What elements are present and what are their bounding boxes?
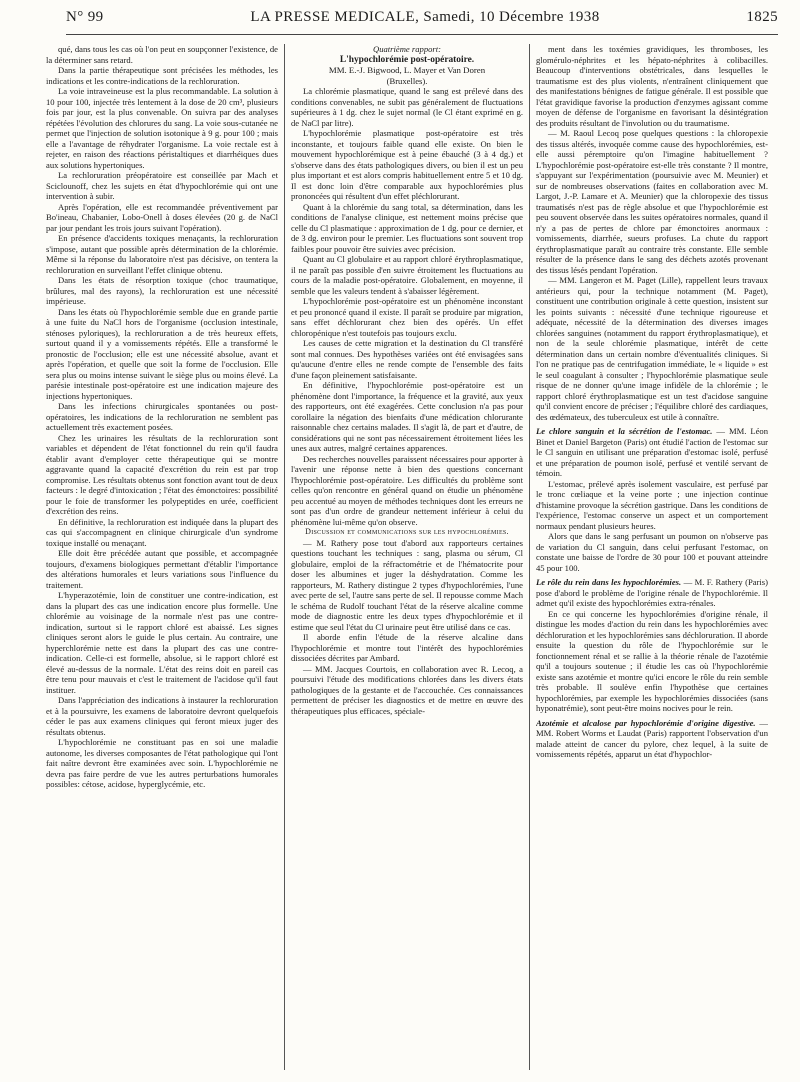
column-rule <box>529 44 530 1070</box>
paragraph: L'hypochlorémie ne constituant pas en soi une maladie autonome, les diverses composantes de l'état pathologique qui l'ont fait naître devront être examinées avec soin. L'hypochlorémie ne devra pas faire perdre de vue les autres perturbations humorales possibles: cétose, acidose, hyperglycémie, etc. <box>46 737 278 789</box>
paragraph: Alors que dans le sang perfusant un poumon on n'observe pas de variation du Cl sanguin, dans celui perfusant l'estomac, on constate une baisse de l'ordre de 30 pour 100 et pouvant atteindre 45 pour 100. <box>536 531 768 573</box>
paragraph: La rechloruration préopératoire est conseillée par Mach et Sciclounoff, chez les sujets en état d'hypochlorémie qui ont une intervention à subir. <box>46 170 278 201</box>
discussion-body <box>291 538 523 717</box>
paragraph: La chlorémie plasmatique, quand le sang est prélevé dans des conditions convenables, ne subit pas généralement de fluctuations supérieures à 1 dg. chez le sujet normal (le Cl étant exprimé en g. de NaCl par litre). <box>291 86 523 128</box>
section-title: Azotémie et alcalose par hypochlorémie d'origine digestive. <box>536 717 756 728</box>
rapport-authors: MM. E.-J. Bigwood, L. Mayer et Van Doren <box>328 65 486 75</box>
discussion-continued <box>536 44 768 422</box>
section-kidney <box>536 577 768 609</box>
section-stomach-body <box>536 479 768 574</box>
paragraph: — M. Raoul Lecoq pose quelques questions : la chloropexie des tissus altérés, invoquée comme cause des hypochlorémies, est-elle aussi péremptoire qu'on l'imagine habituellement ? L'hypochlorémie post-opératoire est-elle très constante ? Il montre, s'appuyant sur l'expérimentation (poursuivie avec M. Meunier) et sur de nombreuses observations (faites en collaboration avec M. Largot, J.-P. Lamare et A. Meunier) que la chloropexie des tissus traumatisés n'est pas de règle absolue et que l'hypochlorémie est peu souvent observée dans les suites opératoires normales, quand il n'y a pas de pertes de chlore par émonctoires anormaux : vomissements, diarrhée, sueurs profuses. La chute du rapport érythroplasmatique paraît au contraire très constante. Elle semble résulter de la présence dans le sang des déchets azotés provenant des tissus lésés pendant l'opération. <box>536 128 768 275</box>
rapport-label: Quatrième rapport: <box>372 44 442 54</box>
discussion-title: Discussion et communications sur les hypochlorémies. <box>305 527 509 536</box>
column-1 <box>46 44 278 1070</box>
section-kidney-body <box>536 609 768 714</box>
section-title: Le rôle du rein dans les hypochlorémies. <box>536 577 682 587</box>
section-lead: — MM. Léon Binet et Daniel Bargeton (Paris) ont étudié l'action de l'estomac sur le Cl sanguin en utilisant une préparation d'estomac isolé, perfusé et une préparation de poumon isolé, perfusé et ventilé servant de témoin. <box>536 426 768 478</box>
paragraph: En présence d'accidents toxiques menaçants, la rechloruration s'impose, autant que possible après détermination de la chlorémie. Même si la réponse du laboratoire n'est pas décisive, on tentera la rechloruration en surveillant l'effet clinique obtenu. <box>46 233 278 275</box>
paragraph: L'estomac, prélevé après isolement vasculaire, est perfusé par le tronc cœliaque et la veine porte ; une injection continue d'histamine provoque la sécrétion gastrique. Dans les conditions de l'expérience, l'estomac conserve un aspect et un comportement normaux pendant plusieurs heures. <box>536 478 768 531</box>
paragraph: La voie intraveineuse est la plus recommandable. La solution à 10 pour 100, injectée très lentement à la dose de 20 cm³, plusieurs fois par jour, est la plus convenable. On suivra par des analyses répétées l'évolution des chlorures du sang. La voie sous-cutanée ne permet que l'injection de solution isotonique à 9 g. pour 100 ; mais elle a l'avantage de réhydrater l'organisme. La voie rectale est à rejeter, en raison des réactions péristaltiques et diarrhéiques dues aux solutions hypertoniques. <box>46 86 278 170</box>
paragraph: Chez les urinaires les résultats de la rechloruration sont variables et dépendent de l'état fonctionnel du rein qu'il faudra établir avant d'employer cette thérapeutique qui se montre aggravante quand la capacité d'excrétion du rein est par trop compromise. Les résultats obtenus sont fonction avant tout de deux facteurs : le degré d'intoxication ; l'état des émonctoires: possibilité pour le foie de transformer les polypeptides en urée, coefficient d'excrétion des reins. <box>46 432 278 516</box>
paragraph: Dans la partie thérapeutique sont précisées les méthodes, les indications et les contre-indications de la rechloruration. <box>46 65 278 86</box>
section-stomach <box>536 426 768 479</box>
section-title: Le chlore sanguin et la sécrétion de l'estomac. <box>536 426 713 436</box>
paragraph: Quant à la chlorémie du sang total, sa détermination, dans les conditions de l'analyse clinique, est nettement moins précise que celle du Cl plasmatique : approximation de 1 dg. pour ce dernier, et de 3 dg. environ pour le premier. Les fluctuations sont souvent trop faibles pour pouvoir être suivies avec précision. <box>291 201 523 254</box>
paragraph: En définitive, l'hypochlorémie post-opératoire est un phénomène dont l'importance, la fréquence et la gravité, aux yeux des rapporteurs, ont été exagérées. Cette conclusion n'a pas pour corollaire la négation des bienfaits d'une médication chlorurante raisonnable chez certains malades. Il s'agit là, de part et d'autre, de considérations qui ne sont pas nécessairement étroitement liées les unes aux autres, malgré certaines apparences. <box>291 380 523 453</box>
column-2 <box>291 44 523 1070</box>
section-lead: — MM. Robert Worms et Laudat (Paris) rapportent l'observation d'un malade atteint de cancer du pylore, chez lequel, à la suite de vomissements répétés, apparut un état d'hypochlor- <box>536 717 768 759</box>
issue-number: N° 99 <box>66 8 104 25</box>
article-columns <box>46 44 778 1070</box>
rapport-title: L'hypochlorémie post-opératoire. <box>339 54 475 65</box>
paragraph: Dans les états où l'hypochlorémie semble due en grande partie à une fuite du NaCl hors de l'organisme (occlusion intestinale, sténoses pyloriques), la rechloruration a de très heureux effets, surtout quand il y a vomissements répétés. Elle a transformé le pronostic de l'occlusion; elle est une nécessité absolue, avant et après l'opération, et quelle que soit la forme de l'occlusion. Elle sera plus ou moins intense suivant le siège plus ou moins élevé. La parésie intestinale post-opératoire est une indication majeure des injections hypertoniques. <box>46 306 278 401</box>
page-number: 1825 <box>746 8 778 25</box>
paragraph: L'hypochlorémie post-opératoire est un phénomène inconstant et peu prononcé quand il existe. Il paraît se produire par migration, sans effet déchlorurant chez bien des opérés. Un effet chloropénique n'est toutefois pas toujours exclu. <box>291 296 523 338</box>
paragraph: L'hypochlorémie plasmatique post-opératoire est très inconstante, et toujours faible quand elle existe. On bien le mouvement hypochlorémique est à peine ébauché (3 à 4 dg.) et s'observe dans des états pathologiques divers, ou bien il est un peu plus important et est alors compris habituellement entre 5 et 10 dg. Il est donc loin d'être comparable aux hypochlorémies plus prononcées qui résultent d'un effet pléchlorurant. <box>291 128 523 201</box>
section-azotemia <box>536 718 768 760</box>
rapport-body <box>291 86 523 527</box>
paragraph: qué, dans tous les cas où l'on peut en soupçonner l'existence, de la déterminer sans retard. <box>46 44 278 65</box>
paragraph: Dans les états de résorption toxique (choc traumatique, brûlures, mal des rayons), la rechloruration est une nécessité impérieuse. <box>46 275 278 306</box>
column-3 <box>536 44 768 1070</box>
paragraph: — M. Rathery pose tout d'abord aux rapporteurs certaines questions touchant les techniques : sang, plasma ou sérum, Cl globulaire, emploi de la réfractométrie et de l'hématocrite pour doser les albumines et juger la déshydratation. Comme les rapporteurs, M. Rathery distingue 2 types d'hypochlorémies, l'une avec perte de sel, l'autre sans perte de sel. Il repousse comme Mach le schéma de Rudolf touchant l'état de la réserve alcaline comme mode de diagnostic entre les deux types d'hypochlorémie et il estime que seul l'état du Cl urinaire peut être utilisé dans ce cas. <box>291 537 523 632</box>
journal-title: LA PRESSE MEDICALE, Samedi, 10 Décembre 1938 <box>250 8 600 25</box>
paragraph: ment dans les toxémies gravidiques, les thromboses, les glomérulo-néphrites et les hépato-néphrites à colibacilles. Beaucoup d'interventions obstétricales, dans lesquelles le traumatisme est des plus violents, n'entraînent cliniquement que des manifestations bénignes de fatigue générale. Il est possible que l'état gravidique favorise la production d'enzymes agissant comme moyen de défense de l'organisme en favorisant la désintégration des produits résultant de l'involution ou du traumatisme. <box>536 44 768 128</box>
paragraph: Dans les infections chirurgicales spontanées ou post-opératoires, les indications de la rechloruration ne semblent pas actuellement très exactement posées. <box>46 401 278 432</box>
paragraph: — MM. Langeron et M. Paget (Lille), rappellent leurs travaux antérieurs qui, pour la technique notamment (M. Paget), constituent une contribution originale à cette question, insistent sur les points suivants : nécessité d'une technique rigoureuse et adéquate, nécessité de la détermination des diverses images chlorées sanguines (notamment du rapport érythroplasmatique), et non de la seule chlorémie plasmatique, intérêt de cette détermination dans un certain nombre d'éventualités cliniques. Si l'on ne pratique pas de centrifugation immédiate, le « liquide » est le seul coagulant à consulter ; l'hypochlorémie plasmatique seule risque de ne donner qu'une image infidèle de la chlorémie ; le rapport chloré érythroplasmatique est un test d'acidose sanguine qu'il convient encore de préciser ; l'équilibre chloré des cardiaques, des œdémateux, des tuberculeux est utile à connaître. <box>536 275 768 422</box>
paragraph: Il aborde enfin l'étude de la réserve alcaline dans l'hypochlorémie et montre tout l'intérêt des hypochlorémies dissociées décrites par Ambard. <box>291 632 523 663</box>
paragraph: En ce qui concerne les hypochlorémies d'origine rénale, il distingue les modes d'action du rein dans les hypochlorémies avec déchloruration et les hypochlorémies sans déchloruration. Il aborde ensuite la question du rôle de l'hypochlorémie sur le fonctionnement rénal et se rallie à la théorie rénale de l'azotémie qu'il a toujours soutenue ; il étudie les cas où l'hypochlorémie existe sans azotémie et montre qu'ici encore le rôle du rein semble très probable. Il soulève enfin l'hypothèse que certaines hypochlorémies, par exemple les hypochlorémies dissociées (sans hyponatrémie), sont peut-être moins nocives pour le rein. <box>536 608 768 713</box>
paragraph: L'hyperazotémie, loin de constituer une contre-indication, est dans la plupart des cas une indication encore plus formelle. Une chlorémie au voisinage de la normale n'est pas une contre-indication, surtout si le rapport chloré est abaissé. Les signes cliniques seront alors le guide le plus certain. Au contraire, une hyperchlorémie nette est dans la plupart des cas une contre-indication. Celle-ci est formelle, absolue, si le rapport chloré est élevé au-dessus de la normale. L'état des reins doit en pareil cas être tenu pour mauvais et c'est le traitement de l'acidose qu'il faut instituer. <box>46 590 278 695</box>
paragraph: En définitive, la rechloruration est indiquée dans la plupart des cas qui s'accompagnent en clinique chirurgicale d'un syndrome toxique installé ou menaçant. <box>46 516 278 548</box>
paragraph: Quant au Cl globulaire et au rapport chloré érythroplasmatique, il ne paraît pas possible d'en suivre étroitement les fluctuations au cours de la maladie post-opératoire. Globalement, en moyenne, il semble que les valeurs tendent à s'abaisser légèrement. <box>291 254 523 296</box>
column-rule <box>284 44 285 1070</box>
paragraph: Dans l'appréciation des indications à instaurer la rechloruration et à la poursuivre, les examens de laboratoire devront quelquefois céder le pas aux examens cliniques qui feront mieux juger des résultats obtenus. <box>46 695 278 737</box>
paragraph: Après l'opération, elle est recommandée préventivement par Bo'ineau, Chabanier, Lobo-Onell à doses élevées (20 g. de NaCl par jour pendant les trois jours suivant l'opération). <box>46 201 278 233</box>
paragraph: Elle doit être précédée autant que possible, et accompagnée toujours, d'examens biologiques permettant d'établir l'importance des altérations humorales et leurs variations sous l'influence du traitement. <box>46 548 278 590</box>
section-lead: — M. F. Rathery (Paris) pose d'abord le problème de l'origine rénale de l'hypochlorémie. Il admet qu'il existe des hypochlorémies extra-rénales. <box>536 577 768 608</box>
paragraph: — MM. Jacques Courtois, en collaboration avec R. Lecoq, a poursuivi l'étude des modifications chlorées dans les divers états pathologiques de la gestante et de l'accouchée. Ces connaissances permettent de préciser les diagnostics et de mettre en œuvre des thérapeutiques plus efficaces, spéciale- <box>291 663 523 716</box>
page-header <box>66 0 778 35</box>
rapport-city: (Bruxelles). <box>386 75 428 86</box>
paragraph: Les causes de cette migration et la destination du Cl transféré sont mal connues. Des hypothèses variées ont été envisagées sans qu'aucune d'entre elles ne rende compte de l'ensemble des faits d'une façon pleinement satisfaisante. <box>291 338 523 380</box>
paragraph: Des recherches nouvelles paraissent nécessaires pour apporter à l'avenir une réponse nette à bien des questions concernant l'hypochlorémie post-opératoire. Les difficultés du problème sont celles qu'on rencontre en général quand on étudie un phénomène peu accentué au moyen de méthodes techniques dont les erreurs ne sont pas d'un ordre de grandeur nettement inférieur à celui du phénomène lui-même qu'on observe. <box>291 453 523 527</box>
